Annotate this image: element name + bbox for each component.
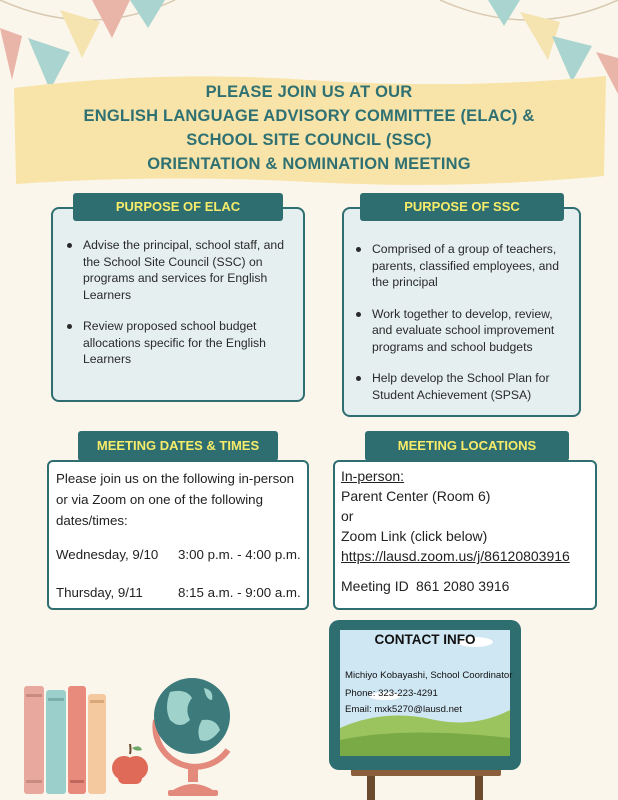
or-text: or bbox=[341, 508, 354, 524]
meeting-time: 3:00 p.m. - 4:00 p.m. bbox=[178, 547, 301, 562]
zoom-link[interactable]: https://lausd.zoom.us/j/86120803916 bbox=[341, 548, 570, 564]
meeting-date-row bbox=[56, 544, 301, 565]
elac-purpose-item: Review proposed school budget allocations specific for the English Learners bbox=[63, 318, 293, 368]
meeting-day: Thursday, 9/11 bbox=[56, 585, 143, 600]
meeting-locations-box bbox=[333, 460, 597, 610]
elac-purpose-item: Advise the principal, school staff, and the School Site Council (SSC) on programs and services for English Learners bbox=[63, 237, 293, 303]
inperson-place: Parent Center (Room 6) bbox=[341, 488, 491, 504]
elac-purpose-box bbox=[51, 207, 305, 402]
ssc-purpose-item: Work together to develop, review, and evaluate school improvement programs and school budgets bbox=[352, 306, 571, 356]
page-title bbox=[0, 80, 618, 176]
ssc-purpose-item: Help develop the School Plan for Student Achievement (SPSA) bbox=[352, 370, 571, 403]
contact-name: Michiyo Kobayashi, School Coordinator bbox=[345, 670, 513, 681]
inperson-label: In-person: bbox=[341, 468, 405, 484]
bunting-flag bbox=[92, 0, 130, 38]
meeting-day: Wednesday, 9/10 bbox=[56, 547, 159, 562]
contact-heading: CONTACT INFO bbox=[374, 632, 476, 647]
meeting-id-row bbox=[341, 576, 591, 596]
globe-illustration bbox=[140, 668, 250, 800]
meeting-time: 8:15 a.m. - 9:00 a.m. bbox=[178, 585, 301, 600]
ssc-purpose-item: Comprised of a group of teachers, parents, classified employees, and the principal bbox=[352, 241, 571, 291]
ssc-purpose-heading: PURPOSE OF SSC bbox=[360, 193, 564, 221]
contact-phone: Phone: 323-223-4291 bbox=[345, 688, 438, 699]
elac-purpose-heading: PURPOSE OF ELAC bbox=[73, 193, 283, 221]
title-line-1: PLEASE JOIN US AT OUR bbox=[205, 83, 413, 101]
meeting-locations-heading: MEETING LOCATIONS bbox=[365, 431, 569, 461]
bunting-flag bbox=[488, 0, 520, 26]
books-illustration bbox=[18, 680, 118, 800]
meeting-id-value: 861 2080 3916 bbox=[416, 578, 510, 594]
ssc-purpose-box bbox=[342, 207, 581, 417]
meeting-dates-box bbox=[47, 460, 309, 610]
title-line-3: SCHOOL SITE COUNCIL (SSC) bbox=[186, 131, 432, 149]
title-line-4: ORIENTATION & NOMINATION MEETING bbox=[147, 155, 471, 173]
zoom-label: Zoom Link (click below) bbox=[341, 528, 488, 544]
meeting-id-label: Meeting ID bbox=[341, 578, 409, 594]
meeting-dates-intro: Please join us on the following in-person or via Zoom on one of the following dates/times: bbox=[56, 471, 295, 528]
meeting-date-row bbox=[56, 582, 301, 603]
contact-email: Email: mxk5270@lausd.net bbox=[345, 704, 462, 715]
meeting-dates-heading: MEETING DATES & TIMES bbox=[78, 431, 278, 461]
title-line-2: ENGLISH LANGUAGE ADVISORY COMMITTEE (ELAC) & bbox=[83, 107, 535, 125]
